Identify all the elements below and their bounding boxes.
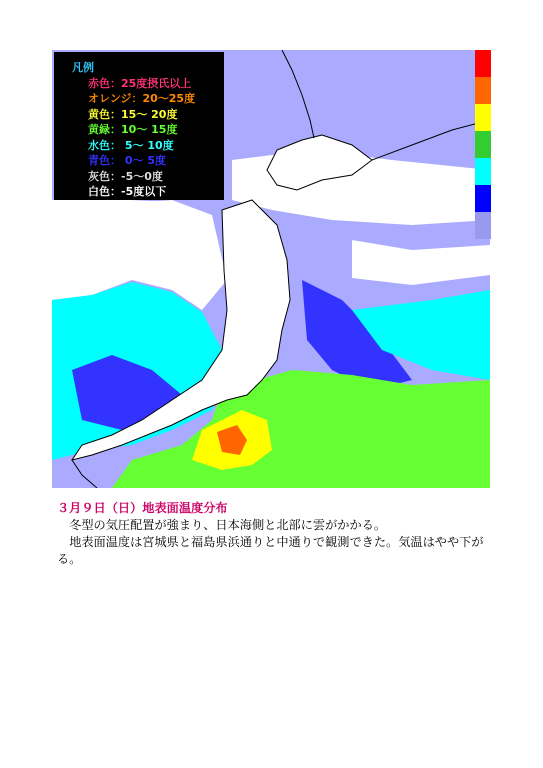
legend-item-red: 赤色：25度摂氏以上 [88,76,192,90]
legend-item-gray: 灰色：-5～0度 [88,169,163,183]
legend-item-yellow-green: 黄緑：10～ 15度 [88,123,178,136]
legend-item-orange: オレンジ：20～25度 [88,92,196,105]
legend-box [54,52,224,200]
scale-segment [475,77,491,104]
legend-item-yellow: 黄色：15～ 20度 [88,107,178,121]
scale-segment [475,185,491,212]
scale-segment [475,158,491,185]
legend-title: 凡例 [72,61,94,74]
caption [57,500,507,568]
scale-segment [475,50,491,77]
caption-line-1: 冬型の気圧配置が強まり、日本海側と北部に雲がかかる。 [69,518,387,532]
caption-line-2: 地表面温度は宮城県と福島県浜通りと中通りで観測できた。気温はやや下がる。 [57,535,484,566]
legend-item-blue: 青色： 0～ 5度 [88,154,166,167]
scale-segment [475,212,491,239]
scale-segment [475,131,491,158]
caption-heading: ３月９日（日）地表面温度分布 [57,501,228,515]
legend-item-white: 白色：-5度以下 [88,185,167,198]
color-scale-bar [475,50,491,239]
scale-segment [475,104,491,131]
legend-item-light-blue: 水色： 5～ 10度 [88,138,174,152]
